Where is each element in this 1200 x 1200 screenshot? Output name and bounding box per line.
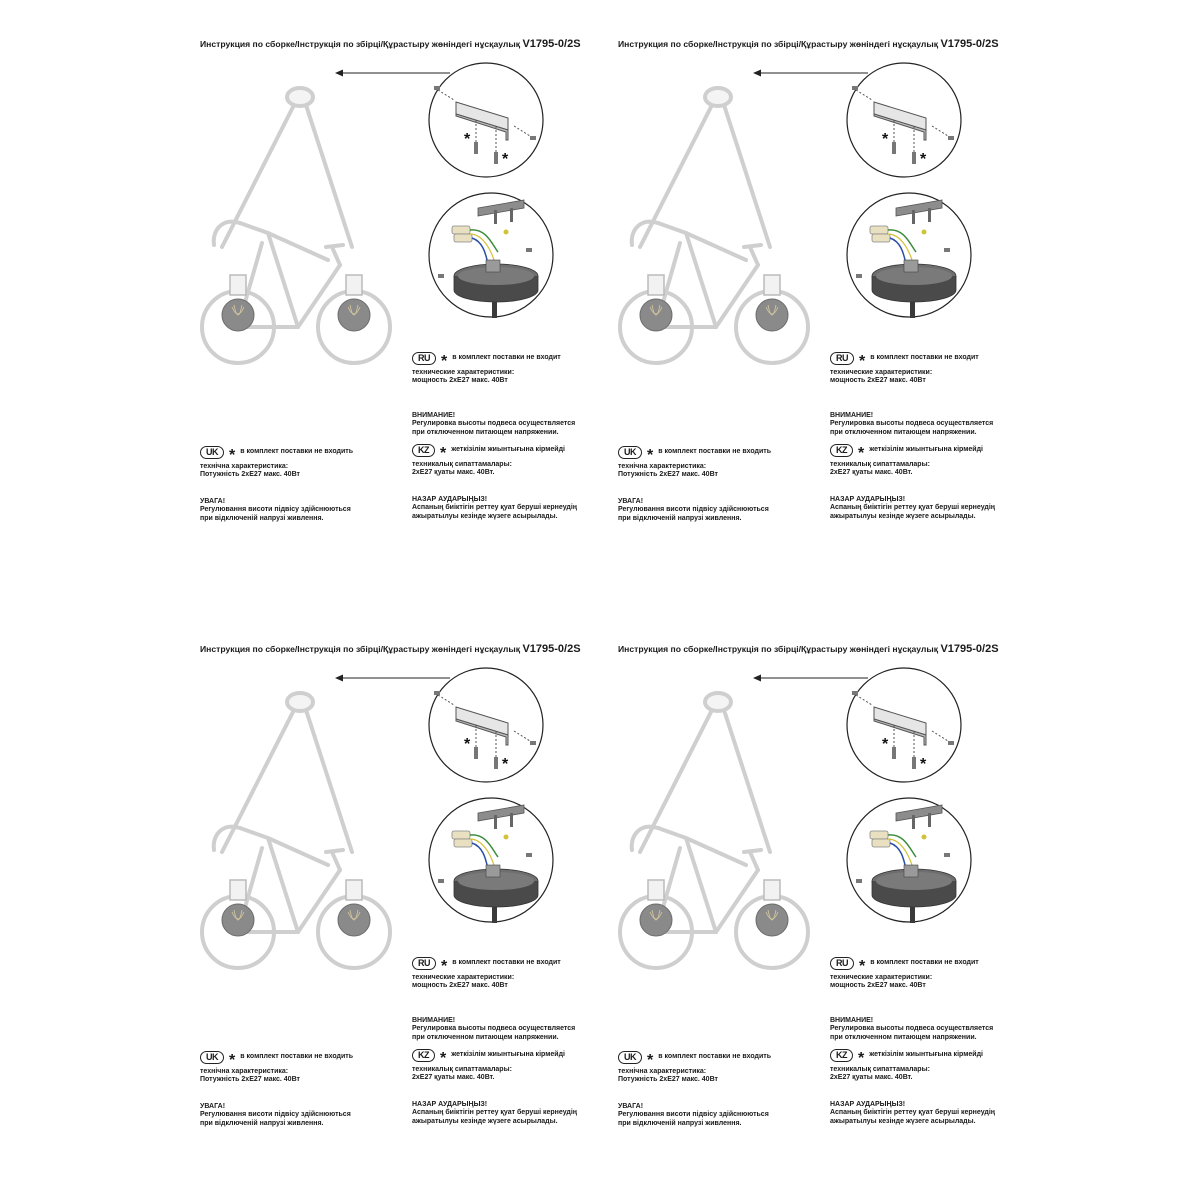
ru-not-included-text: в комплект поставки не входит	[870, 959, 979, 967]
kz-specs-label: техникалық сипаттамалары:	[412, 1066, 512, 1073]
wiring-diagram	[426, 190, 556, 320]
asterisk-icon: *	[440, 1049, 447, 1067]
kz-specs-value: 2хЕ27 қуаты макс. 40Вт.	[830, 1074, 913, 1082]
asterisk-icon: *	[858, 444, 865, 462]
kz-warning-line-2: ажыратылуы кезінде жүзеге асырылады.	[830, 1117, 976, 1125]
ru-flag-badge: RU	[830, 352, 854, 365]
instruction-panel-3	[190, 635, 610, 1155]
asterisk-icon: *	[647, 1051, 654, 1069]
kz-instructions	[830, 1049, 1030, 1126]
uk-instructions	[200, 1051, 400, 1128]
kz-not-included-text: жеткізілім жиынтығына кірмейді	[869, 446, 983, 454]
panel-title	[618, 643, 1023, 655]
uk-not-included-text: в комплект поставки не входить	[240, 1053, 354, 1061]
uk-specs-label: технічна характеристика:	[618, 1068, 707, 1075]
bicycle-lamp-illustration	[190, 75, 420, 375]
uk-not-included-text: в комплект поставки не входить	[658, 448, 772, 456]
uk-not-included-text: в комплект поставки не входить	[658, 1053, 772, 1061]
mounting-bracket-diagram	[844, 60, 964, 180]
asterisk-icon: *	[440, 444, 447, 462]
uk-specs-label: технічна характеристика:	[200, 463, 289, 470]
ru-warning-line-2: при отключенном питающем напряжении.	[412, 428, 559, 436]
wiring-diagram	[844, 190, 974, 320]
kz-warning-line-1: Аспаның биіктігін реттеу қуат беруші кернеудің	[830, 1109, 996, 1117]
mounting-bracket-diagram	[426, 60, 546, 180]
not-included-marker: *	[920, 756, 927, 773]
instruction-panel-1	[190, 30, 610, 550]
uk-flag-badge: UK	[200, 446, 224, 459]
panel-title	[618, 38, 1023, 50]
ru-warning-line-1: Регулировка высоты подвеса осуществляется	[830, 420, 994, 428]
ru-specs-label: технические характеристики:	[830, 974, 933, 981]
wiring-diagram	[426, 795, 556, 925]
ru-specs-value: мощность 2хЕ27 макс. 40Вт	[412, 377, 508, 385]
ru-flag-badge: RU	[412, 957, 436, 970]
panel-title	[200, 643, 605, 655]
uk-instructions	[200, 446, 400, 523]
kz-warning-line-2: ажыратылуы кезінде жүзеге асырылады.	[830, 512, 976, 520]
bicycle-lamp-illustration	[608, 680, 838, 980]
not-included-marker: *	[502, 151, 509, 168]
title-text: Инструкция по сборке/Інструкція по збірці/Құрастыру жөніндегі нұсқаулық	[618, 39, 939, 49]
kz-not-included-text: жеткізілім жиынтығына кірмейді	[451, 1051, 565, 1059]
not-included-marker: *	[464, 131, 471, 148]
model-number: V1795-0/2S	[522, 643, 581, 655]
uk-warning-line-1: Регулювання висоти підвісу здійснюються	[200, 1111, 351, 1119]
ru-specs-value: мощность 2хЕ27 макс. 40Вт	[830, 377, 926, 385]
not-included-marker: *	[464, 736, 471, 753]
kz-warning-title: НАЗАР АУДАРЫҢЫЗ!	[412, 1100, 488, 1108]
ru-warning-line-2: при отключенном питающем напряжении.	[830, 1033, 977, 1041]
model-number: V1795-0/2S	[940, 38, 999, 50]
uk-specs-value: Потужність 2хЕ27 макс. 40Вт	[200, 471, 300, 479]
ru-warning-title: ВНИМАНИЕ!	[412, 1016, 456, 1024]
panel-title	[200, 38, 605, 50]
kz-not-included-text: жеткізілім жиынтығына кірмейді	[869, 1051, 983, 1059]
uk-specs-label: технічна характеристика:	[200, 1068, 289, 1075]
uk-specs-label: технічна характеристика:	[618, 463, 707, 470]
ru-warning-line-1: Регулировка высоты подвеса осуществляется	[412, 1025, 576, 1033]
title-text: Инструкция по сборке/Інструкція по збірці/Құрастыру жөніндегі нұсқаулық	[200, 39, 521, 49]
not-included-marker: *	[502, 756, 509, 773]
asterisk-icon: *	[229, 446, 236, 464]
uk-flag-badge: UK	[618, 446, 642, 459]
kz-specs-value: 2хЕ27 қуаты макс. 40Вт.	[412, 1074, 495, 1082]
kz-specs-label: техникалық сипаттамалары:	[412, 461, 512, 468]
model-number: V1795-0/2S	[522, 38, 581, 50]
uk-specs-value: Потужність 2хЕ27 макс. 40Вт	[618, 471, 718, 479]
not-included-marker: *	[882, 131, 889, 148]
ru-not-included-text: в комплект поставки не входит	[452, 959, 561, 967]
kz-flag-badge: KZ	[830, 1049, 853, 1062]
kz-warning-line-1: Аспаның биіктігін реттеу қуат беруші кернеудің	[412, 504, 578, 512]
title-text: Инструкция по сборке/Інструкція по збірці/Құрастыру жөніндегі нұсқаулық	[200, 644, 521, 654]
uk-warning-line-2: при відключеній напрузі живлення.	[200, 1119, 324, 1127]
ru-warning-title: ВНИМАНИЕ!	[830, 1016, 874, 1024]
uk-warning-title: УВАГА!	[200, 497, 226, 505]
asterisk-icon: *	[858, 1049, 865, 1067]
ru-warning-line-1: Регулировка высоты подвеса осуществляется	[830, 1025, 994, 1033]
kz-warning-line-2: ажыратылуы кезінде жүзеге асырылады.	[412, 1117, 558, 1125]
bicycle-lamp-illustration	[190, 680, 420, 980]
kz-specs-value: 2хЕ27 қуаты макс. 40Вт.	[830, 469, 913, 477]
kz-instructions	[830, 444, 1030, 521]
instruction-panel-2	[608, 30, 1028, 550]
kz-instructions	[412, 444, 612, 521]
uk-warning-title: УВАГА!	[200, 1102, 226, 1110]
asterisk-icon: *	[229, 1051, 236, 1069]
instruction-panel-4	[608, 635, 1028, 1155]
kz-specs-label: техникалық сипаттамалары:	[830, 1066, 930, 1073]
not-included-marker: *	[920, 151, 927, 168]
ru-flag-badge: RU	[412, 352, 436, 365]
kz-warning-title: НАЗАР АУДАРЫҢЫЗ!	[412, 495, 488, 503]
uk-specs-value: Потужність 2хЕ27 макс. 40Вт	[618, 1076, 718, 1084]
ru-specs-label: технические характеристики:	[830, 369, 933, 376]
ru-specs-value: мощность 2хЕ27 макс. 40Вт	[412, 982, 508, 990]
asterisk-icon: *	[859, 352, 866, 370]
uk-warning-line-1: Регулювання висоти підвісу здійснюються	[200, 506, 351, 514]
ru-instructions	[830, 352, 1030, 437]
uk-warning-line-1: Регулювання висоти підвісу здійснюються	[618, 1111, 769, 1119]
kz-warning-title: НАЗАР АУДАРЫҢЫЗ!	[830, 495, 906, 503]
kz-flag-badge: KZ	[412, 444, 435, 457]
ru-specs-value: мощность 2хЕ27 макс. 40Вт	[830, 982, 926, 990]
uk-warning-line-2: при відключеній напрузі живлення.	[618, 514, 742, 522]
kz-warning-line-1: Аспаның биіктігін реттеу қуат беруші кернеудің	[830, 504, 996, 512]
kz-warning-title: НАЗАР АУДАРЫҢЫЗ!	[830, 1100, 906, 1108]
not-included-marker: *	[882, 736, 889, 753]
kz-warning-line-2: ажыратылуы кезінде жүзеге асырылады.	[412, 512, 558, 520]
kz-specs-value: 2хЕ27 қуаты макс. 40Вт.	[412, 469, 495, 477]
uk-specs-value: Потужність 2хЕ27 макс. 40Вт	[200, 1076, 300, 1084]
ru-warning-title: ВНИМАНИЕ!	[412, 411, 456, 419]
mounting-bracket-diagram	[844, 665, 964, 785]
wiring-diagram	[844, 795, 974, 925]
mounting-bracket-diagram	[426, 665, 546, 785]
ru-not-included-text: в комплект поставки не входит	[452, 354, 561, 362]
uk-flag-badge: UK	[618, 1051, 642, 1064]
ru-warning-title: ВНИМАНИЕ!	[830, 411, 874, 419]
uk-instructions	[618, 446, 818, 523]
uk-not-included-text: в комплект поставки не входить	[240, 448, 354, 456]
kz-flag-badge: KZ	[830, 444, 853, 457]
ru-instructions	[412, 352, 612, 437]
ru-warning-line-2: при отключенном питающем напряжении.	[412, 1033, 559, 1041]
bicycle-lamp-illustration	[608, 75, 838, 375]
asterisk-icon: *	[441, 352, 448, 370]
uk-instructions	[618, 1051, 818, 1128]
ru-not-included-text: в комплект поставки не входит	[870, 354, 979, 362]
ru-instructions	[412, 957, 612, 1042]
kz-instructions	[412, 1049, 612, 1126]
ru-instructions	[830, 957, 1030, 1042]
ru-warning-line-1: Регулировка высоты подвеса осуществляется	[412, 420, 576, 428]
uk-flag-badge: UK	[200, 1051, 224, 1064]
asterisk-icon: *	[859, 957, 866, 975]
ru-warning-line-2: при отключенном питающем напряжении.	[830, 428, 977, 436]
uk-warning-title: УВАГА!	[618, 1102, 644, 1110]
uk-warning-line-1: Регулювання висоти підвісу здійснюються	[618, 506, 769, 514]
kz-warning-line-1: Аспаның биіктігін реттеу қуат беруші кернеудің	[412, 1109, 578, 1117]
kz-not-included-text: жеткізілім жиынтығына кірмейді	[451, 446, 565, 454]
uk-warning-line-2: при відключеній напрузі живлення.	[618, 1119, 742, 1127]
title-text: Инструкция по сборке/Інструкція по збірці/Құрастыру жөніндегі нұсқаулық	[618, 644, 939, 654]
asterisk-icon: *	[647, 446, 654, 464]
uk-warning-line-2: при відключеній напрузі живлення.	[200, 514, 324, 522]
model-number: V1795-0/2S	[940, 643, 999, 655]
uk-warning-title: УВАГА!	[618, 497, 644, 505]
ru-flag-badge: RU	[830, 957, 854, 970]
kz-specs-label: техникалық сипаттамалары:	[830, 461, 930, 468]
kz-flag-badge: KZ	[412, 1049, 435, 1062]
ru-specs-label: технические характеристики:	[412, 974, 515, 981]
ru-specs-label: технические характеристики:	[412, 369, 515, 376]
asterisk-icon: *	[441, 957, 448, 975]
